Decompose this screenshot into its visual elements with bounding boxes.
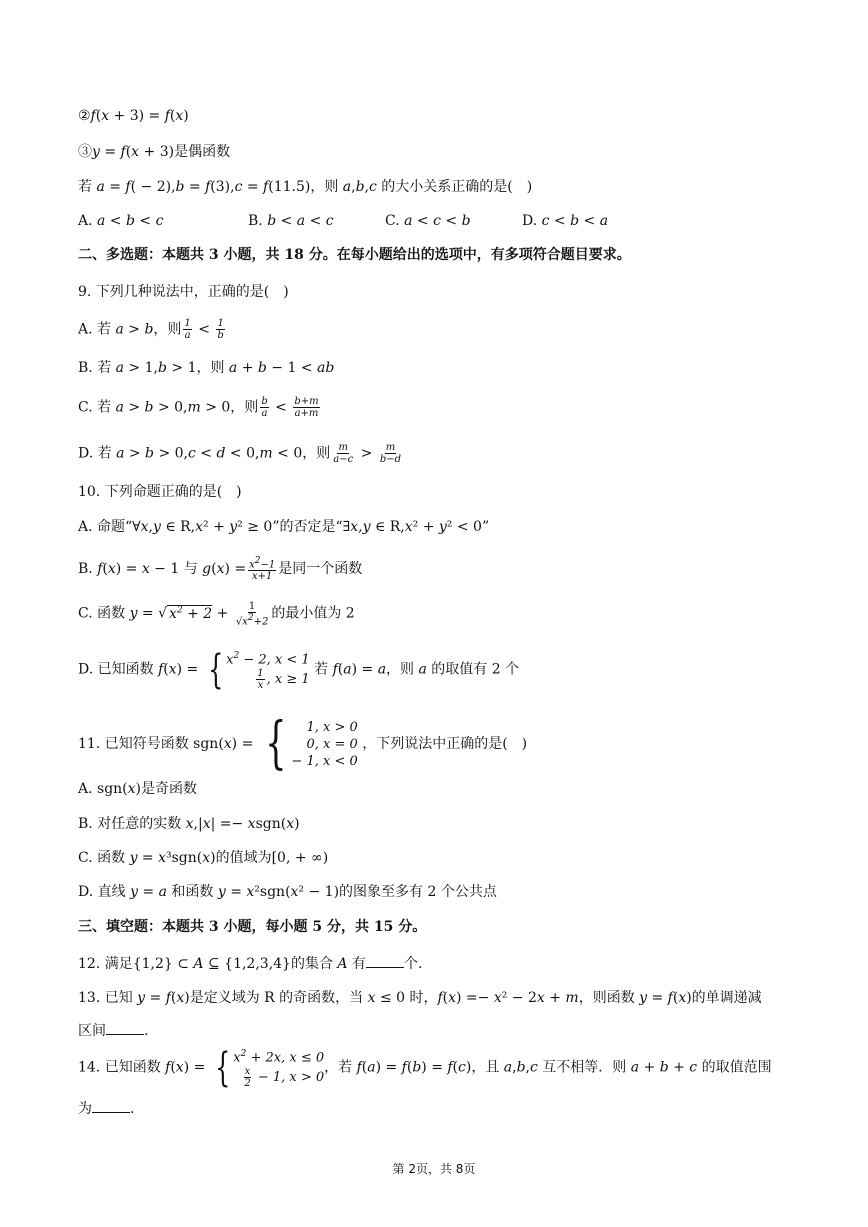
- left-brace: {: [264, 711, 287, 776]
- fraction: $\frac{1}{a}$: [184, 318, 191, 341]
- piecewise-cases: 1, x > 0 0, x = 0 − 1, x < 0: [291, 719, 358, 769]
- left-brace: {: [207, 646, 224, 693]
- q8-condition-3: ③𝑦 = 𝑓(𝑥 + 3)是偶函数: [78, 144, 231, 160]
- left-brace: {: [214, 1044, 231, 1091]
- q8-option-d: D. 𝑐 < 𝑏 < 𝑎: [522, 213, 609, 229]
- q9-option-a: A. 若 𝑎 > 𝑏，则 $\frac{1}{a}$ < $\frac{1}{b}$: [78, 318, 224, 341]
- q9-option-b: B. 若 𝑎 > 1,𝑏 > 1，则 𝑎 + 𝑏 − 1 < 𝑎𝑏: [78, 360, 335, 376]
- fraction: $\frac{m}{a-c}$: [333, 442, 354, 465]
- q11-option-d: D. 直线 𝑦 = 𝑎 和函数 𝑦 = 𝑥²sgn(𝑥² − 1)的图象至多有 2 个公共点: [78, 884, 497, 900]
- q11-option-b: B. 对任意的实数 𝑥,|𝑥| =− 𝑥sgn(𝑥): [78, 816, 300, 832]
- section-2-heading: 二、多选题：本题共 3 小题，共 18 分。在每小题给出的选项中，有多项符合题目要求。: [78, 247, 631, 263]
- q14-line-2: 为 .: [78, 1098, 134, 1119]
- q13-line-1: 13. 已知 𝑦 = 𝑓(𝑥)是定义域为 R 的奇函数，当 𝑥 ≤ 0 时，𝑓(𝑥) =− 𝑥² − 2𝑥 + 𝑚，则函数 𝑦 = 𝑓(𝑥)的单调递减: [78, 990, 762, 1006]
- q9-option-d: D. 若 𝑎 > 𝑏 > 0,𝑐 < 𝑑 < 0,𝑚 < 0，则 $\frac{m}{a-c}$ > $\frac{m}{b-d}$: [78, 442, 402, 465]
- q8-option-a: A. 𝑎 < 𝑏 < 𝑐: [78, 213, 164, 229]
- fraction: $\frac{1}{√x^2+2}$: [235, 600, 269, 627]
- q10-option-c: C. 函数 𝑦 = √ $x^2 + 2$ + $\frac{1}{√x^2+2}$ 的最小值为 2: [78, 600, 355, 627]
- q8-stem: 若 𝑎 = 𝑓( − 2),𝑏 = 𝑓(3),𝑐 = 𝑓(11.5)，则 𝑎,𝑏,𝑐 的大小关系正确的是( ): [78, 179, 533, 195]
- answer-blank[interactable]: [106, 1020, 144, 1035]
- q14-line-1: 14. 已知函数 𝑓(𝑥) = { $x^2 + 2x$, x ≤ 0 $\frac{x}{2}$ − 1, x > 0 ，若 𝑓(𝑎) = 𝑓(𝑏) = 𝑓(𝑐)，且 𝑎,𝑏,𝑐 互不相等．则 𝑎 + 𝑏 + 𝑐 的取值范围: [78, 1044, 772, 1091]
- fraction: $\frac{m}{b-d}$: [379, 442, 402, 465]
- answer-blank[interactable]: [92, 1098, 130, 1113]
- q8-condition-2: ②𝑓(𝑥 + 3) = 𝑓(𝑥): [78, 108, 189, 124]
- q9-stem: 9. 下列几种说法中，正确的是( ): [78, 284, 289, 300]
- q10-option-a: A. 命题“∀𝑥,𝑦 ∈ R,𝑥² + 𝑦² ≥ 0”的否定是“∃𝑥,𝑦 ∈ R,𝑥² + 𝑦² < 0”: [78, 519, 490, 535]
- section-3-heading: 三、填空题：本题共 3 小题，每小题 5 分，共 15 分。: [78, 919, 427, 935]
- fraction: $\frac{1}{b}$: [217, 318, 224, 341]
- q10-option-b: B. 𝑓(𝑥) = 𝑥 − 1 与 𝑔(𝑥) = $\frac{x^2-1}{x+1}$ 是同一个函数: [78, 556, 363, 583]
- fraction: $\frac{b+m}{a+m}$: [294, 396, 319, 419]
- q9-option-c: C. 若 𝑎 > 𝑏 > 0,𝑚 > 0，则 $\frac{b}{a}$ < $\frac{b+m}{a+m}$: [78, 396, 319, 419]
- q13-line-2: 区间 .: [78, 1020, 148, 1041]
- piecewise-cases: $x^2 - 2$, x < 1 $\frac{1}{x}$ , x ≥ 1: [226, 651, 310, 692]
- q10-option-d: D. 已知函数 𝑓(𝑥) = { $x^2 - 2$, x < 1 $\frac{1}{x}$ , x ≥ 1 若 𝑓(𝑎) = 𝑎，则 𝑎 的取值有 2 个: [78, 646, 520, 693]
- page-footer: 第 2页，共 8页: [392, 1162, 476, 1176]
- fraction: $\frac{x^2-1}{x+1}$: [249, 556, 276, 583]
- q11-option-a: A. sgn(𝑥)是奇函数: [78, 781, 197, 797]
- q8-option-b: B. 𝑏 < 𝑎 < 𝑐: [248, 213, 334, 229]
- answer-blank[interactable]: [366, 953, 404, 968]
- q11-stem: 11. 已知符号函数 sgn(𝑥) = { 1, x > 0 0, x = 0 − 1, x < 0 ，下列说法中正确的是( ): [78, 711, 528, 776]
- q8-option-c: C. 𝑎 < 𝑐 < 𝑏: [385, 213, 471, 229]
- piecewise-cases: $x^2 + 2x$, x ≤ 0 $\frac{x}{2}$ − 1, x > 0: [233, 1049, 325, 1090]
- q10-stem: 10. 下列命题正确的是( ): [78, 484, 242, 500]
- q11-option-c: C. 函数 𝑦 = 𝑥³sgn(𝑥)的值域为[0, + ∞): [78, 850, 329, 866]
- fraction: $\frac{b}{a}$: [261, 396, 268, 419]
- q12: 12. 满足{1,2} ⊂ 𝐴 ⊆ {1,2,3,4}的集合 𝐴 有 个.: [78, 953, 422, 974]
